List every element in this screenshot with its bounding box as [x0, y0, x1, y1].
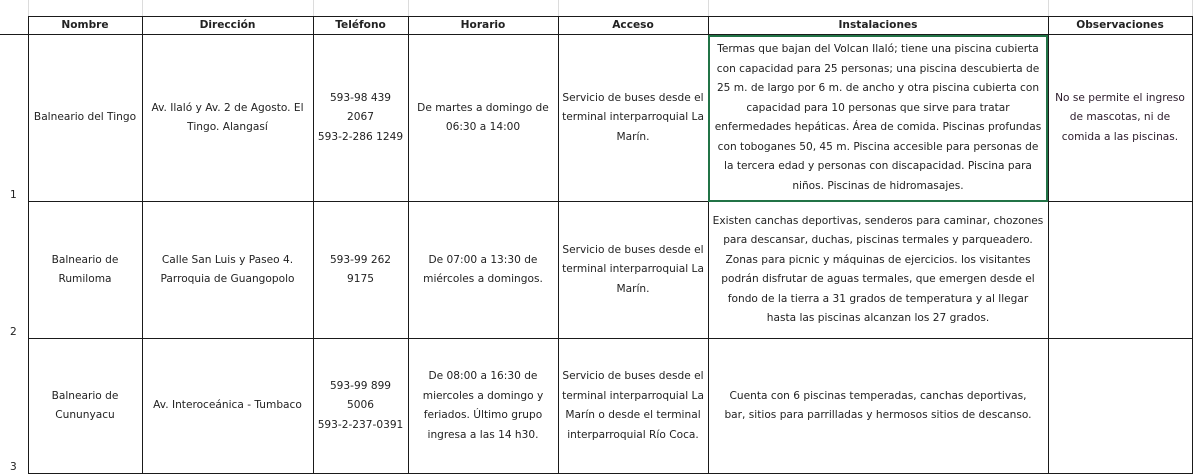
header-direccion[interactable]: Dirección [142, 17, 313, 35]
corner-cell [0, 17, 28, 35]
cell-direccion[interactable]: Av. Ilaló y Av. 2 de Agosto. El Tingo. Alangasí [142, 35, 313, 202]
header-acceso[interactable]: Acceso [558, 17, 708, 35]
cell-direccion[interactable]: Av. Interoceánica - Tumbaco [142, 339, 313, 474]
header-telefono[interactable]: Teléfono [313, 17, 408, 35]
cell-direccion[interactable]: Calle San Luis y Paseo 4. Parroquia de Guangopolo [142, 202, 313, 339]
gridline [558, 0, 559, 16]
cell-instalaciones[interactable]: Existen canchas deportivas, senderos para caminar, chozones para descansar, duchas, piscinas termales y parqueadero. Zonas para picnic y máquinas de ejercicios. los visitantes podrán disfrutar de aguas termales, que emergen desde el fondo de la tierra a 31 grados de temperatura y al llegar hasta las piscinas alcanzan los 27 grados. [708, 202, 1048, 339]
row-number[interactable]: 1 [0, 35, 28, 202]
cell-telefono[interactable] [313, 35, 408, 202]
cell-horario[interactable]: De martes a domingo de 06:30 a 14:00 [408, 35, 558, 202]
cell-horario[interactable]: De 08:00 a 16:30 de miercoles a domingo y feriados. Último grupo ingresa a las 14 h30. [408, 339, 558, 474]
table-row [0, 202, 1192, 339]
phone-line: 593-2-237-0391 [317, 418, 404, 431]
cell-observaciones[interactable] [1048, 339, 1192, 474]
cell-telefono[interactable] [313, 339, 408, 474]
cell-nombre[interactable]: Balneario del Tingo [28, 35, 142, 202]
cell-instalaciones[interactable]: Cuenta con 6 piscinas temperadas, canchas deportivas, bar, sitios para parrilladas y hermosos sitios de descanso. [708, 339, 1048, 474]
gridline [708, 0, 709, 16]
phone-line: 593-2-286 1249 [317, 130, 404, 143]
phone-line: 593-99 899 5006 [329, 379, 392, 412]
row-number[interactable]: 3 [0, 339, 28, 474]
cell-nombre[interactable]: Balneario de Cununyacu [28, 339, 142, 474]
header-instalaciones[interactable]: Instalaciones [708, 17, 1048, 35]
table-row [0, 339, 1192, 474]
gridline [1048, 0, 1049, 16]
cell-acceso[interactable]: Servicio de buses desde el terminal interparroquial La Marín. [558, 202, 708, 339]
cell-instalaciones-selected[interactable]: Termas que bajan del Volcan Ilaló; tiene una piscina cubierta con capacidad para 25 personas; una piscina descubierta de 25 m. de largo por 6 m. de ancho y otra piscina cubierta con capacidad para 10 personas que sirve para tratar enfermedades hepáticas. Área de comida. Piscinas profundas con toboganes 50, 45 m. Piscina accesible para personas de la tercera edad y personas con discapacidad. Piscina para niños. Piscinas de hidromasajes. [708, 35, 1048, 202]
phone-line: 593-99 262 9175 [329, 253, 392, 285]
cell-acceso[interactable]: Servicio de buses desde el terminal interparroquial La Marín. [558, 35, 708, 202]
gridline [408, 0, 409, 16]
row-number[interactable]: 2 [0, 202, 28, 339]
header-observaciones[interactable]: Observaciones [1048, 17, 1192, 35]
gridline [313, 0, 314, 16]
gridline [142, 0, 143, 16]
phone-line: 593-98 439 2067 [329, 91, 392, 124]
cell-observaciones[interactable]: No se permite el ingreso de mascotas, ni de comida a las piscinas. [1048, 35, 1192, 202]
cell-nombre[interactable]: Balneario de Rumiloma [28, 202, 142, 339]
gridline [28, 0, 29, 16]
cell-observaciones[interactable] [1048, 202, 1192, 339]
table-row [0, 35, 1192, 202]
header-horario[interactable]: Horario [408, 17, 558, 35]
data-table [0, 16, 1193, 474]
cell-telefono[interactable] [313, 202, 408, 339]
previous-row-strip [0, 0, 1193, 16]
header-nombre[interactable]: Nombre [28, 17, 142, 35]
cell-horario[interactable]: De 07:00 a 13:30 de miércoles a domingos. [408, 202, 558, 339]
header-row [0, 17, 1192, 35]
cell-acceso[interactable]: Servicio de buses desde el terminal interparroquial La Marín o desde el terminal interparroquial Río Coca. [558, 339, 708, 474]
